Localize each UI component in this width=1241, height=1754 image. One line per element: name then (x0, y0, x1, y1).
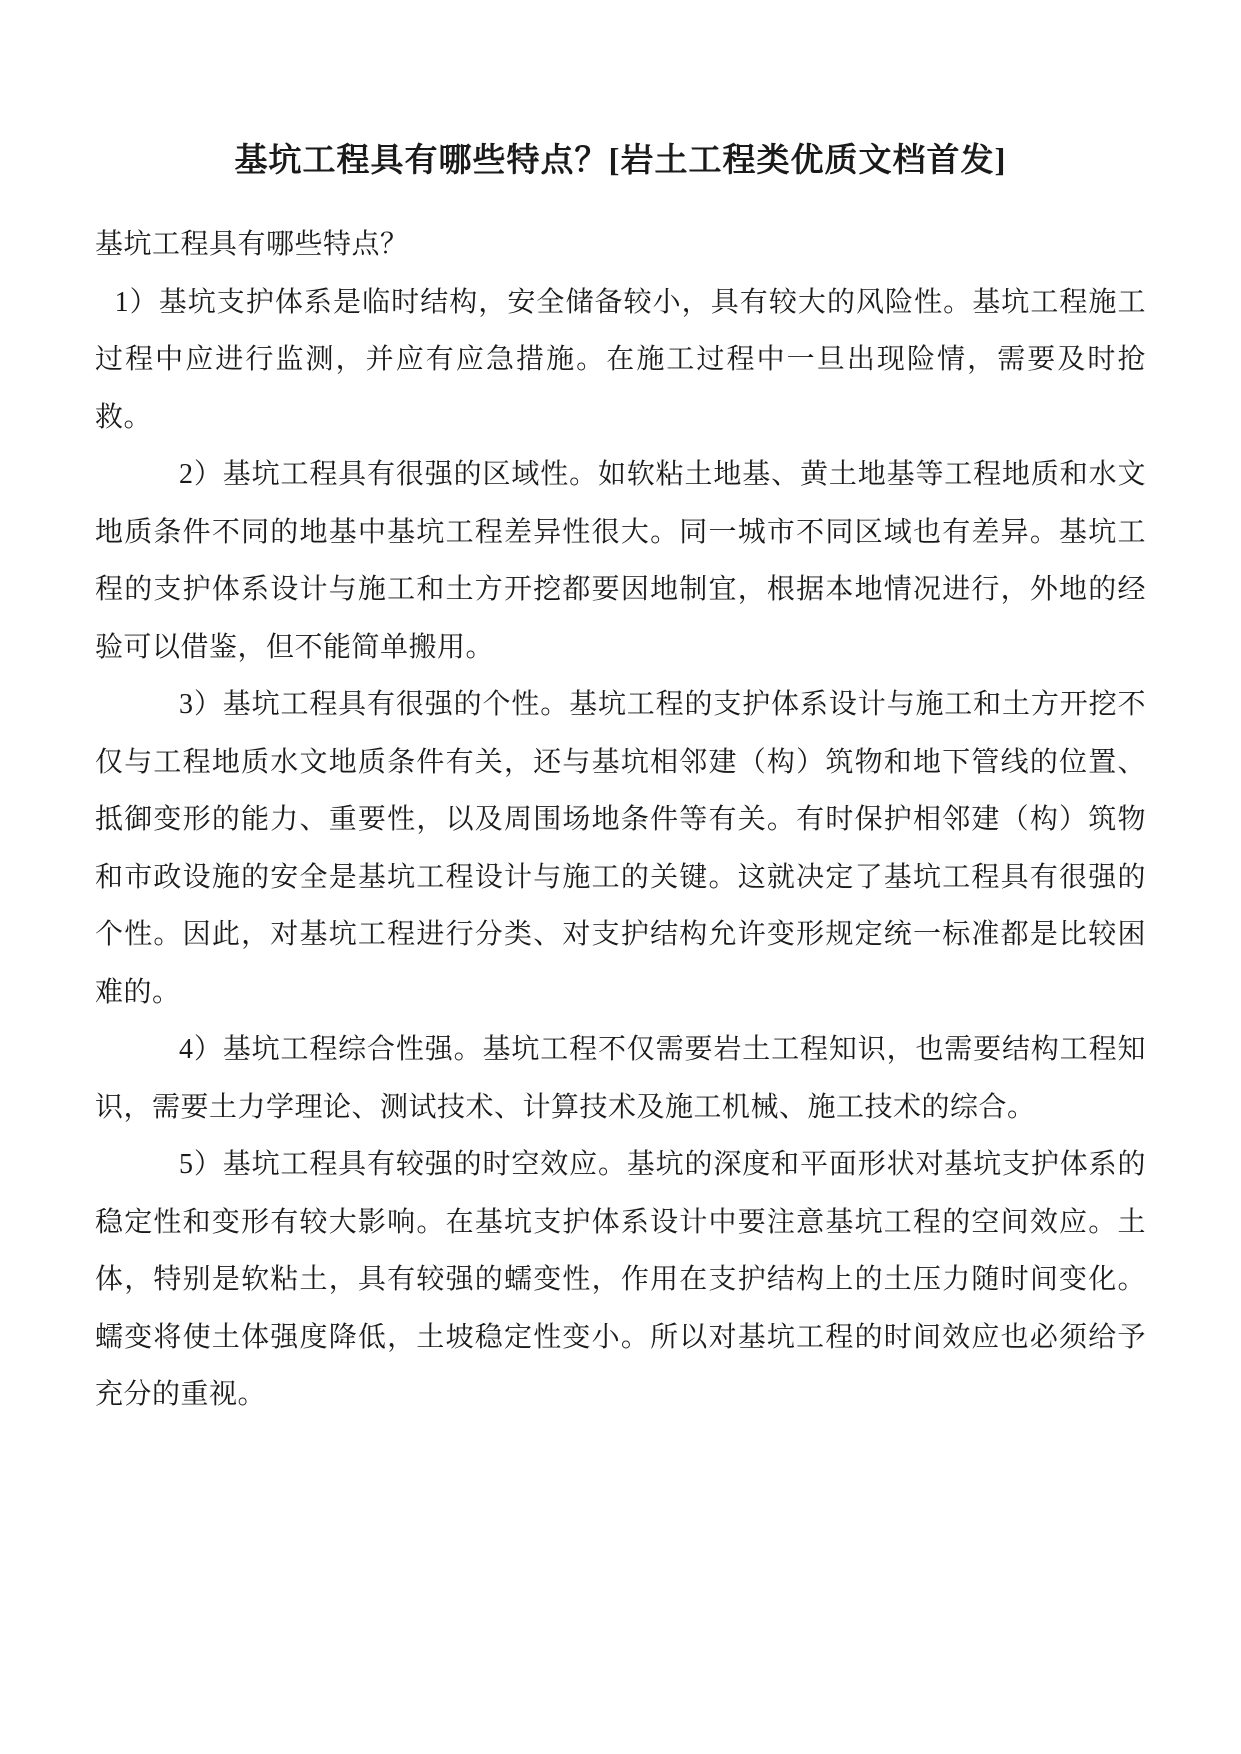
paragraph-point-4: 4）基坑工程综合性强。基坑工程不仅需要岩土工程知识，也需要结构工程知识，需要土力学理论、测试技术、计算技术及施工机械、施工技术的综合。 (95, 1034, 1146, 1123)
paragraph-point-1: 1）基坑支护体系是临时结构，安全储备较小，具有较大的风险性。基坑工程施工过程中应进行监测，并应有应急措施。在施工过程中一旦出现险情，需要及时抢救。 (95, 286, 1146, 433)
document-body (95, 216, 1146, 1424)
paragraph-point-3: 3）基坑工程具有很强的个性。基坑工程的支护体系设计与施工和土方开挖不仅与工程地质水文地质条件有关，还与基坑相邻建（构）筑物和地下管线的位置、抵御变形的能力、重要性，以及周围场地条件等有关。有时保护相邻建（构）筑物和市政设施的安全是基坑工程设计与施工的关键。这就决定了基坑工程具有很强的个性。因此，对基坑工程进行分类、对支护结构允许变形规定统一标准都是比较困难的。 (95, 689, 1146, 1008)
page-title: 基坑工程具有哪些特点？[岩土工程类优质文档首发] (234, 143, 1007, 179)
paragraph-point-5: 5）基坑工程具有较强的时空效应。基坑的深度和平面形状对基坑支护体系的稳定性和变形有较大影响。在基坑支护体系设计中要注意基坑工程的空间效应。土体，特别是软粘土，具有较强的蠕变性，作用在支护结构上的土压力随时间变化。蠕变将使土体强度降低，土坡稳定性变小。所以对基坑工程的时间效应也必须给予充分的重视。 (95, 1149, 1146, 1411)
paragraph-intro: 基坑工程具有哪些特点？ (95, 229, 409, 261)
paragraph-point-2: 2）基坑工程具有很强的区域性。如软粘土地基、黄土地基等工程地质和水文地质条件不同的地基中基坑工程差异性很大。同一城市不同区域也有差异。基坑工程的支护体系设计与施工和土方开挖都要因地制宜，根据本地情况进行，外地的经验可以借鉴，但不能简单搬用。 (95, 459, 1146, 663)
